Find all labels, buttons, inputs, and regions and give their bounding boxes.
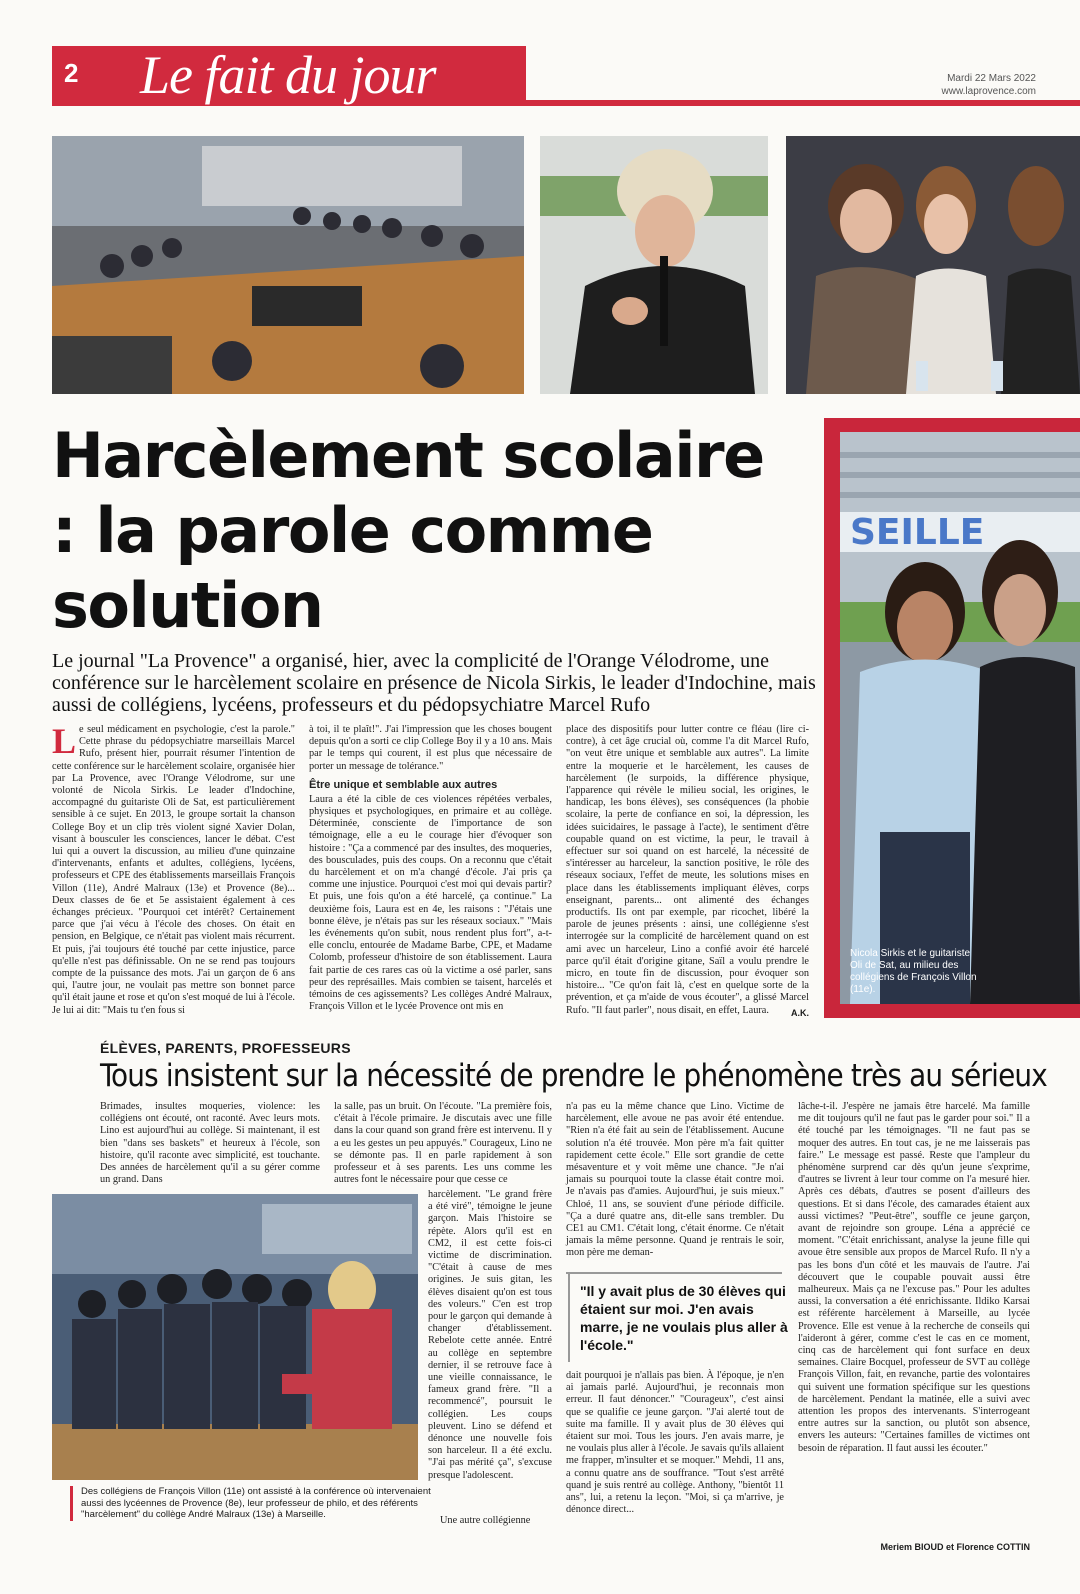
photo-collegiennes-stadium <box>840 432 1080 1004</box>
issue-date: Mardi 22 Mars 2022 <box>947 73 1036 84</box>
secondary-column-3-top <box>566 1101 784 1265</box>
website-link[interactable]: www.laprovence.com <box>941 86 1036 97</box>
secondary-col2-narrow-text: harcèlement. "Le grand frère a été viré", témoigne le jeune garçon. Mais l'histoire se répète. Alors qu'il est en CM2, il est cette fois-ci victime de discrimination. "C'était à cause de mes origines. Je suis gitan, les élèves disaient qu'on est tous des voleurs." C'en est trop pour le garçon qui demande à changer d'établissement. Rebelote cette année. Entré au collège en septembre dernier, il se retrouve face à une vieille connaissance, le fameux grand frère. "Il a recommencé", poursuit le collégien. Les coups pleuvent. Lino se défend et dénonce une nouvelle fois son harceleur. Il a été exclu. "J'ai pas mérité ça", s'excuse presque l'adolescent. <box>428 1189 552 1481</box>
secondary-col2-end-text: Une autre collégienne <box>440 1515 531 1526</box>
secondary-col2-top-text: la salle, pas un bruit. On l'écoute. "La première fois, c'était à l'école primaire. Je discutais avec une fille dans la cour quand son grand frère est intervenu. Il y a eu les gestes un peu appuyés." Courageux, Lino ne se démonte pas. Il en parle rapidement à son professeur et à ses parents. Les uns comme les autres font le nécessaire pour que cesse ce <box>334 1101 552 1186</box>
photo-caption: Des collégiens de François Villon (11e) ont assisté à la conférence où intervenaient aussi des lycéennes de Provence (8e), leur professeur de philo, et des référents "harcèlement" du collège André Malraux (13e) à Marseille. <box>70 1486 441 1521</box>
secondary-column-3-bottom <box>566 1370 784 1530</box>
photo-collegiens-audience <box>52 1194 418 1480</box>
dateline <box>942 72 1036 98</box>
secondary-column-1 <box>100 1101 320 1185</box>
header-rule <box>526 100 1080 106</box>
dropcap: L <box>52 721 77 761</box>
standfirst: Le journal "La Provence" a organisé, hier, avec la complicité de l'Orange Vélodrome, une conférence sur le harcèlement scolaire en présence de Nicola Sirkis, le leader d'Indochine, mais aussi de collégiens, lycéens, professeurs et du pédopsychiatre Marcel Rufo <box>52 650 816 716</box>
secondary-column-4 <box>798 1101 1030 1529</box>
photo-women-speaking <box>786 136 1080 394</box>
article-col2-text-a: à toi, il te plaît!". J'ai l'impression que les choses bougent depuis qu'on a sorti ce clip College Boy il y a 10 ans. Mais par le temps qui courent, il est plus que nécessaire de porter un message de tolérance." <box>309 724 552 772</box>
secondary-kicker: ÉLÈVES, PARENTS, PROFESSEURS <box>100 1040 351 1056</box>
side-photo-caption: Nicola Sirkis et le guitariste Oli de Sat, au milieu des collégiens de François Villon (11e). <box>850 948 977 995</box>
secondary-signature: Meriem BIOUD et Florence COTTIN <box>880 1542 1030 1552</box>
secondary-column-2-narrow <box>428 1189 552 1511</box>
secondary-col3-top-text: n'a pas eu la même chance que Lino. Victime de harcèlement, elle avoue ne pas avoir été entendue. "Rien n'a été fait au sein de l'établissement. Aucune solution n'a été trouvée. Mon père m'a fait quitter rapidement cette école." Elle sort grandie de cette mésaventure et y voit même une chance. "Je n'ai jamais su pourquoi toute la classe était contre moi. Je n'avais pas d'amies. Aujourd'hui, je suis mieux." Chloé, 11 ans, se souvient d'une période difficile. "Ça a duré quatre ans, dit-elle sans trembler. Du CE1 au CM1. C'était long, c'était énorme. Ce n'était jamais la même personne. Quand je rentrais le soir, mon père me deman- <box>566 1101 784 1259</box>
secondary-column-2-top <box>334 1101 552 1185</box>
pull-quote: "Il y avait plus de 30 élèves qui étaient sur moi. J'en avais marre, je ne voulais plus aller à l'école." <box>568 1274 802 1362</box>
secondary-column-2-end <box>440 1515 552 1527</box>
secondary-headline: Tous insistent sur la nécessité de prendre le phénomène très au sérieux <box>100 1058 1048 1094</box>
secondary-col4-text: lâche-t-il. J'espère ne jamais être harcelé. Ma famille me dit toujours qu'il ne faut pas le garder pour soi." Il a été touché par les témoignages. "Il ne faut pas se moquer des autres. En tout cas, je ne me laisserais pas faire." Le message est passé. Reste que l'ampleur du phénomène surprend car dès qu'un jeune s'exprime, d'autres se livrent à leur tour comme on l'a mesuré hier. Après ces débats, d'autres se posent d'ailleurs des questions. Et si dans l'école, des camarades étaient aux aussi victimes? "Peut-être", souffle ce jeune garçon, avant de rejoindre son groupe. Léna a apprécié ce moment. "C'était enrichissant, analyse la jeune fille qui avoue être sensible aux propos de Marcel Rufo. Il n'y a pas les bons d'un côté et les mauvais de l'autre. J'ai découvert que le coupable pouvait aussi être malheureux. Mais ça ne l'excuse pas." Pour les adultes aussi, la conversation a été enrichissante. Ildiko Karsai est référente harcèlement à Marseille, au lycée Provence. Elle est venue à la recherche de conseils qui l'aideront à gérer, comme c'est le cas en ce moment, cinq cas de harcèlement qui font surface en deux semaines. Claire Bocquel, professeur de SVT au collège François Villon, fait, en revanche, partie des volontaires qui suivent une formation spécifique sur les questions de harcèlement. Pendant la matinée, elle a suivi avec attention les propos des intervenants. S'interrogeant entre autres sur la sanction, ou plutôt son absence, envers les auteurs: "Certaines familles de victimes ont besoin de réparation. Il faut aussi les écouter." <box>798 1101 1030 1454</box>
main-headline: Harcèlement scolaire : la parole comme solution <box>52 419 764 642</box>
photo-nicola-sirkis <box>540 136 768 394</box>
rubric-title: Le fait du jour <box>140 45 436 105</box>
svg-text:SEILLE: SEILLE <box>850 512 985 553</box>
secondary-col3-bottom-text: dait pourquoi je n'allais pas bien. À l'époque, je n'en ai jamais parlé. Aujourd'hui, je reconnais mon erreur. Il faut dénoncer." "Courageux", c'est ainsi que se qualifie ce jeune garçon. "J'ai alerté tout de suite ma famille. Il y avait plus de 30 élèves qui étaient sur moi. Tous les jours. J'en avais marre, je ne voulais plus aller à l'école. Je savais qu'ils allaient me frapper, m'insulter et se moquer." Mehdi, 11 ans, a connu quatre ans de souffrance. "Tout s'est arrêté quand je suis rentré au collège. Anthony, "bientôt 11 ans", lui, a retenu la leçon. "Moi, si ça m'arrive, je dénonce direct... <box>566 1370 784 1516</box>
article-signature: A.K. <box>791 1008 809 1018</box>
article-column-2 <box>309 724 552 1024</box>
article-col3-text: place des dispositifs pour lutter contre ce fléau (lire ci-contre), à cet âge crucial où, comme l'a dit Marcel Rufo, "on veut être unique et semblable aux autres". La limite entre la moquerie et le harcèlement, les causes de harcèlement (le surpoids, la différence physique, l'apparence qui révèle le milieu social, les origines, le handicap, les bons élèves), ses conséquences (la phobie scolaire, la perte de confiance en soi, la dépression, les idées suicidaires, le passage à l'acte), le sentiment d'être coupable quand on est victime, la peur, le travail à effectuer sur soi quand on est harcelé, la nécessité de s'intéresser au harceleur, la sanction positive, le rôle des réseaux sociaux, l'effet de meute, les solutions mises en place dans les établissements impliquant élèves, corps enseignant, parents... ont alimenté des échanges productifs. Ils ont par exemple, par ricochet, libéré la parole de jeunes présents : ainsi, une collégienne s'est interrogée sur la complicité de harcèlement quand on est ami avec un harceleur, Lino a confié avoir été harcelé parce qu'il était d'origine gitane, Saïl a voulu prendre le micro, en toute fin de discussion, pour évoquer son histoire... "Ce qu'on fait là, c'est en quelque sorte de la prévention, et ça m'aide de vous écouter", a glissé Marcel Rufo. "Il faut parler", nous disait, en effet, Laura. <box>566 724 809 1016</box>
photo-conference-room <box>52 136 524 394</box>
page-number: 2 <box>64 58 79 88</box>
secondary-col1-text: Brimades, insultes moqueries, violence: les collégiens ont écouté, ont raconté. Avec leurs mots. Lino est aujourd'hui au collège. Si maintenant, il est bien "dans ses baskets" et heureux à l'école, son histoire, qu'il raconte avec simplicité, est touchante. Des années de harcèlement qu'il a su gérer comme un grand. Dans <box>100 1101 320 1186</box>
article-subhead: Être unique et semblable aux autres <box>309 778 498 791</box>
article-col2-text-b: Laura a été la cible de ces violences répétées verbales, physiques et psychologiques, en primaire et au collège. Déterminée, consciente de l'importance de son témoignage, elle a eu le courage hier d'évoquer son histoire : "Ça a commencé par des insultes, des moqueries, des bousculades, puis des coups. On a reconnu que c'était du harcèlement et on m'a changé d'école. J'ai pris ça comme une injustice. Pourquoi c'est moi qui devais partir? Et puis, une fois qu'on a été harcelé, ça continue." La deuxième fois, Laura est en 4e, les raisons : "J'étais une bonne élève, je n'étais pas sur les réseaux sociaux." "Mais les événements qu'on subit, nous rendent plus fort", a-t-elle conclu, entourée de Madame Barbe, CPE, et Madame Colomb, professeur d'histoire de son établissement. Laura fait partie de ces rares cas où la victime a osé parler, sans peur des représailles. Mais combien se taisent, harcelés et témoins de ces agissements? Les collèges André Malraux, François Villon et le lycée Provence ont mis en <box>309 793 552 1013</box>
article-col1-text: e seul médicament en psychologie, c'est la parole." Cette phrase du pédopsychiatre marseillais Marcel Rufo, présent hier, pourrait résumer l'intention de cette conférence sur le harcèlement scolaire, organisée hier par La Provence, avec l'Orange Vélodrome, sur une volonté de Nicola Sirkis. Le leader d'Indochine, accompagné du guitariste Oli de Sat, est particulièrement sensible à ce sujet. En 2013, le groupe sortait la chanson College Boy et un clip très violent signé Xavier Dolan, visant à bousculer les consciences, lancer le débat. C'est lui qui a ouvert la discussion, au milieu d'une quinzaine d'intervenants, enfants et adultes, collégiens, lycéens, professeurs et CPE des établissements marseillais François Villon (11e), André Malraux (13e) et Provence (8e)... Deux classes de 6e et 5e assistaient également à ces échanges précieux. "Pourquoi cet intérêt? Certainement parce que j'ai vécu à l'école des choses. On était en pension, en Belgique, ce n'était pas violent mais récurrent. Et puis, j'ai toujours été touché par cette injustice, parce qu'elle n'est pas définissable. On ne se rend pas toujours compte de la puissance des mots. J'ai un garçon de 6 ans qui, l'autre jour, ne voulait pas mettre son bonnet parce qu'il était jaune et rose et qu'on s'est moqué de lui à l'école. Je lui ai dit: "Mais tu t'en fous si <box>52 724 295 1016</box>
article-column-1 <box>52 721 295 1024</box>
